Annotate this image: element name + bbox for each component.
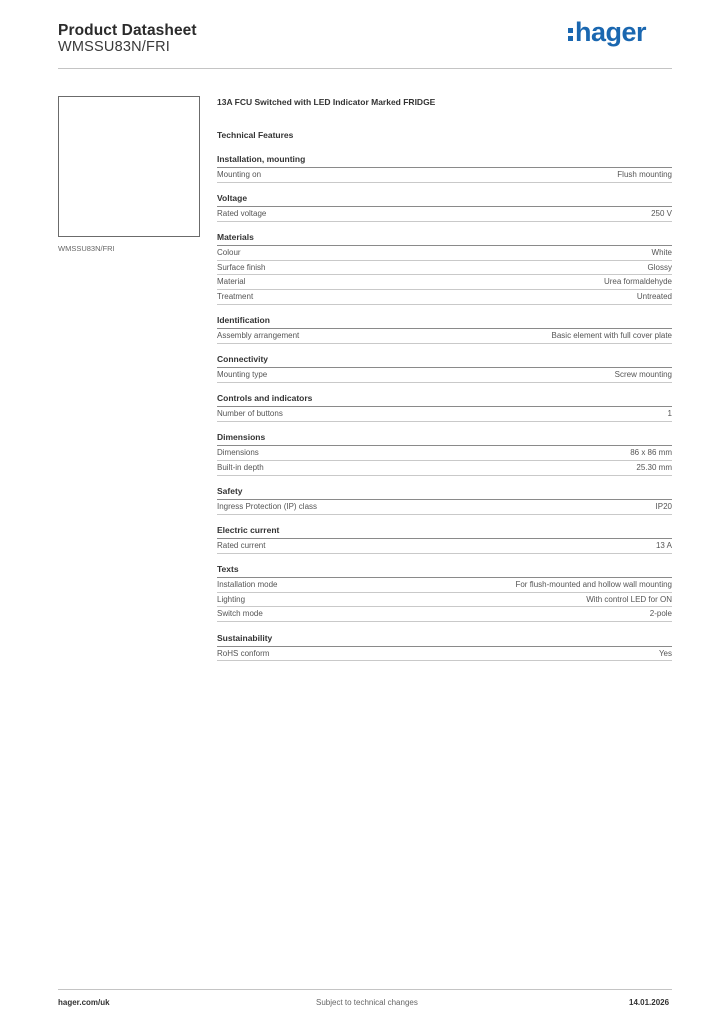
feature-value: 25.30 mm [636,462,672,472]
feature-label: Number of buttons [217,409,283,419]
feature-value: Yes [658,648,672,658]
feature-label: Mounting type [217,370,268,380]
feature-label: Assembly arrangement [217,331,300,341]
feature-row [217,446,672,461]
product-code: WMSSU83N/FRI [58,39,170,55]
feature-row [217,578,672,593]
datasheet-content [217,96,672,672]
section-title: Voltage [217,193,672,207]
section-title: Texts [217,564,672,578]
product-image-placeholder [58,96,200,237]
section-title: Connectivity [217,354,672,368]
page-title: Product Datasheet [58,22,197,39]
footer-website[interactable]: hager.com/uk [58,998,110,1007]
feature-label: Mounting on [217,170,262,179]
feature-label: Dimensions [217,448,259,458]
feature-value: Basic element with full cover plate [551,331,672,341]
footer-divider [58,989,672,990]
section-title: Dimensions [217,432,672,446]
feature-row [217,607,672,622]
feature-value: Untreated [636,291,672,301]
feature-label: Ingress Protection (IP) class [217,502,318,512]
feature-row [217,461,672,476]
feature-label: Rated current [217,541,266,551]
product-title: 13A FCU Switched with LED Indicator Marked FRIDGE [217,97,436,107]
feature-value: IP20 [655,502,672,512]
feature-section [217,315,672,344]
feature-value: 1 [667,409,672,419]
feature-value: White [651,248,672,258]
feature-label: Surface finish [217,262,266,272]
feature-value: 2-pole [649,609,672,619]
feature-row [217,407,672,422]
feature-label: Switch mode [217,609,263,619]
feature-label: Installation mode [217,580,278,590]
feature-section [217,486,672,515]
feature-sections [217,154,672,661]
feature-row [217,329,672,344]
section-title: Materials [217,232,672,246]
feature-value: Urea formaldehyde [603,277,672,287]
feature-row [217,261,672,276]
feature-section [217,354,672,383]
feature-section [217,154,672,183]
feature-section [217,525,672,554]
feature-row [217,168,672,183]
image-caption: WMSSU83N/FRI [58,244,115,253]
feature-label: Rated voltage [217,209,267,219]
feature-section [217,432,672,475]
feature-label: Lighting [217,594,246,604]
feature-section [217,633,672,662]
feature-label: Material [217,277,246,287]
footer-date: 14.01.2026 [629,998,670,1007]
feature-section [217,232,672,304]
feature-value: 86 x 86 mm [630,448,672,458]
section-title: Identification [217,315,672,329]
feature-row [217,246,672,261]
section-title: Safety [217,486,672,500]
section-title: Sustainability [217,633,672,647]
feature-value: 13 A [655,541,672,551]
section-title: Controls and indicators [217,393,672,407]
section-title: Electric current [217,525,672,539]
header-divider [58,68,672,69]
feature-value: Glossy [647,262,672,272]
feature-row [217,207,672,222]
feature-label: Built-in depth [217,462,264,472]
feature-row [217,368,672,383]
feature-label: Treatment [217,291,254,301]
footer-notice: Subject to technical changes [316,998,418,1007]
feature-row [217,539,672,554]
feature-value: Screw mounting [614,370,672,380]
feature-value: With control LED for ON [586,594,672,604]
feature-label: RoHS conform [217,648,270,658]
feature-row [217,593,672,608]
feature-row [217,290,672,305]
feature-section [217,393,672,422]
feature-value: Flush mounting [617,170,672,179]
feature-value: For flush-mounted and hollow wall mounting [515,580,672,590]
logo-dots-icon [568,15,573,49]
feature-section [217,564,672,622]
feature-label: Colour [217,248,241,258]
technical-features-title: Technical Features [217,130,294,140]
feature-row [217,500,672,515]
feature-row [217,647,672,662]
section-title: Installation, mounting [217,154,672,168]
feature-value: 250 V [651,209,672,219]
logo-text: hager [575,17,647,47]
feature-row [217,275,672,290]
feature-section [217,193,672,222]
hager-logo [568,15,646,49]
